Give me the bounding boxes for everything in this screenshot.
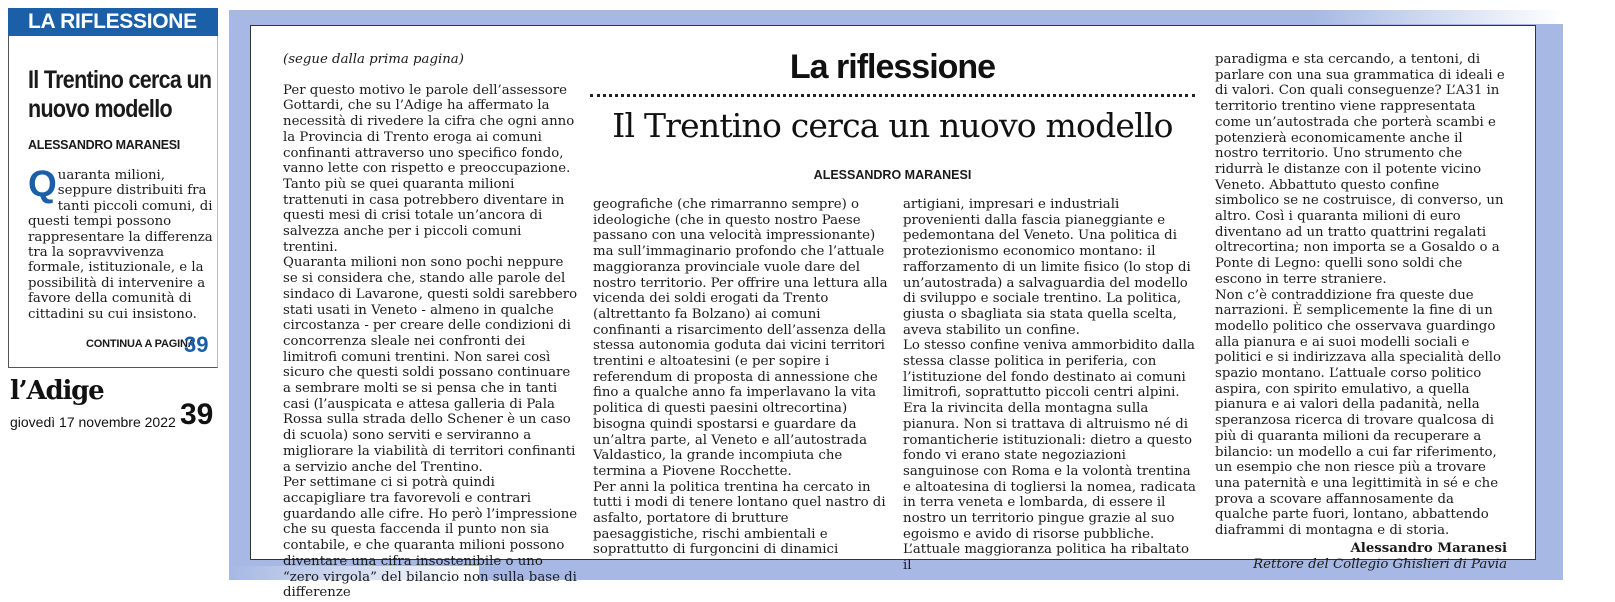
teaser-title[interactable]: Il Trentino cerca un nuovo modello xyxy=(28,66,212,123)
article-headline: Il Trentino cerca un nuovo modello xyxy=(612,106,1173,145)
article-column-4 xyxy=(1215,52,1507,572)
author-role: Rettore del Collegio Ghislieri di Pavia xyxy=(1253,556,1507,572)
article-column-2 xyxy=(593,197,889,558)
paragraph: Per settimane ci si potrà quindi accapigliare tra favorevoli e contrari guardando alle cifre. Ho però l’impressione che su questa faccenda il punto non sia contabile, e che quaranta milioni possono diventare una cifra insostenibile o uno “zero virgola” del bilancio non sulla base di differenze xyxy=(283,475,578,601)
paragraph: geografiche (che rimarranno sempre) o ideologiche (che in questo nostro Paese passano con una velocità impressionante) ma sull’immaginario profondo che l’attuale maggioranza provinciale vuole dare del nostro territorio. Per offrire una lettura alla vicenda dei soldi erogati da Trento (altrettanto fa Bolzano) ai comuni confinanti a risarcimento dell’assenza della stessa autonomia goduta dai vicini territori trentini e altoatesini (e per sopire i referendum di proposta di annessione che fino a qualche anno fa imperlavano la vita politica di questi paesini oltrecortina) bisogna quindi spostarsi e guardare da un’altra parte, al Veneto e all’autostrada Valdastico, la grande incompiuta che termina a Piovene Rocchette. xyxy=(593,197,888,479)
paragraph: Per anni la politica trentina ha cercato in tutti i modi di tenere lontano quel nastro di asfalto, portatore di brutture paesaggistiche, rischi ambientali e soprattutto di furgoncini di dinamici xyxy=(593,479,886,558)
teaser-body xyxy=(28,163,214,322)
issue-date: giovedì 17 novembre 2022 xyxy=(10,414,176,430)
article-byline: ALESSANDRO MARANESI xyxy=(813,168,972,182)
frame-fade-top xyxy=(1310,10,1563,24)
paragraph: Lo stesso confine veniva ammorbidito dalla stessa classe politica in periferia, con l’istituzione del fondo destinato ai comuni limitrofi, soprattutto piccoli centri alpini. Era la rivincita della montagna sulla pianura. Non si trattava di altruismo né di romanticherie istituzionali: dietro a questo fondo vi erano state negoziazioni sanguinose con Roma e la volontà trentina e altoatesina di togliersi la nomea, radicata in terra veneta e lombarda, di essere il nostro un territorio pingue grazie al suo egoismo e avido di risorse pubbliche. xyxy=(903,338,1196,542)
page-number: 39 xyxy=(180,398,214,431)
teaser-section-tag: LA RIFLESSIONE xyxy=(8,8,218,36)
dotted-divider xyxy=(590,94,1195,97)
author-signature: Alessandro Maranesi xyxy=(1350,540,1507,556)
article-column-3 xyxy=(903,197,1199,574)
article-kicker: (segue dalla prima pagina) xyxy=(283,52,464,67)
paragraph: L’attuale maggioranza politica ha ribaltato il xyxy=(903,542,1190,574)
teaser-body-text: uaranta milioni, seppure distribuiti fra tanti piccoli comuni, di questi tempi possono rappresentare la differenza tra la sopravvivenza formale, istituzionale, e la possibilità di intervenire a favore della comunità di cittadini su cui insistono. xyxy=(28,168,213,322)
teaser-author: ALESSANDRO MARANESI xyxy=(28,138,180,152)
paragraph: Per questo motivo le parole dell’assessore Gottardi, che su l’Adige ha affermato la necessità di rivedere la cifra che ogni anno la Provincia di Trento eroga ai comuni confinanti attraverso uno specifico fondo, vanno lette con rispetto e preoccupazione. Tanto più se quei quaranta milioni trattenuti in casa potrebbero diventare in questi mesi di crisi totale un’ancora di salvezza anche per i piccoli comuni trentini. xyxy=(283,82,575,255)
newspaper-masthead: l’Adige xyxy=(10,376,104,406)
continue-label[interactable]: CONTINUA A PAGINA xyxy=(86,338,196,350)
article-column-1 xyxy=(283,52,579,601)
paragraph: Quaranta milioni non sono pochi neppure se si considera che, stando alle parole del sindaco di Lavarone, questi soldi sarebbero stati usati in Veneto - almeno in qualche circostanza - per creare delle condizioni di concorrenza sleale nei confronti dei limitrofi comuni trentini. Non sarei così sicuro che questi soldi possano continuare a sembrare molti se si pensa che in tanti casi (l’auspicata e attesa galleria di Pala Rossa sulla strada dello Schener è un caso di scuola) sono serviti e serviranno a migliorare la viabilità di territori confinanti a servizio anche del Trentino. xyxy=(283,255,578,475)
paragraph: paradigma e sta cercando, a tentoni, di parlare con una sua grammatica di ideali e di valori. Con quali conseguenze? L’A31 in territorio trentino viene rappresentata come un’autostrada che porterà scambi e potenzierà economicamente anche il nostro territorio. Uno strumento che ridurrà le distanze con il potente vicino Veneto. Abbattuto questo confine simbolico se ne costruisce, di converso, un altro. Così i quaranta milioni di euro diventano ad un tratto quattrini regalati oltrecortina; non importa se a Gosaldo o a Ponte di Legno: quelli sono soldi che escono in terre straniere. xyxy=(1215,52,1505,287)
section-title: La riflessione xyxy=(789,48,996,86)
paragraph: artigiani, impresari e industriali provenienti dalla fascia pianeggiante e pedemontana del Veneto. Una politica di protezionismo economico montano: il rafforzamento di un limite fisico (lo stop di un’autostrada) a salvaguardia del modello di sviluppo e sociale trentino. La politica, giusta o sbagliata sia stata quella scelta, aveva stabilito un confine. xyxy=(903,197,1191,338)
paragraph: Non c’è contraddizione fra queste due narrazioni. È semplicemente la fine di un modello politico che osservava guardingo alla pianura e ai suoi modelli sociali e politici e si indirizzava alla specialità dello spazio montano. L’attuale corso politico aspira, con spirito emulativo, a quella pianura e ai valori della padanità, nella speranzosa ricerca di trovare qualcosa di più di quaranta milioni da recuperare a bilancio: un modello a cui far riferimento, un esempio che non riesce più a trovare una paternità e una legittimità in sé e che prova a scovare affannosamente da qualche parte fuori, lontano, abbattendo diaframmi di montagna e di storia. xyxy=(1215,287,1502,539)
continue-page-number[interactable]: 39 xyxy=(184,332,209,357)
teaser-dropcap: Q xyxy=(28,163,57,204)
